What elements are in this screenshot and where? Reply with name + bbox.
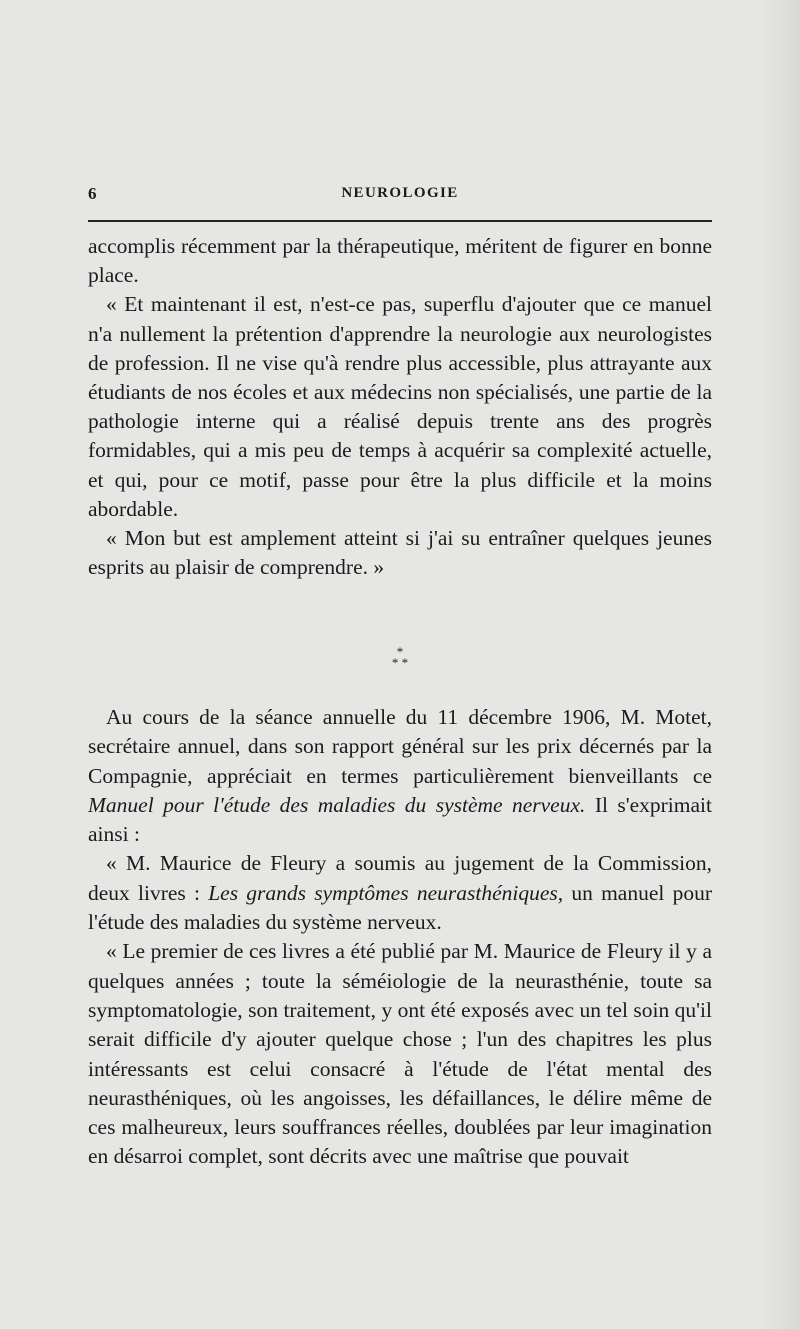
asterism-bottom: * * [391, 655, 409, 670]
text-block-lower [88, 703, 712, 1172]
paragraph-fleury [88, 849, 712, 937]
asterism-separator [368, 646, 432, 668]
paragraph-premier-livre: « Le premier de ces livres a été publié par M. Maurice de Fleury il y a quelques années ; toute la séméiologie de la neurasthénie, toute sa symptomatologie, son traitement, y ont été exposés avec un tel soin qu'il serait difficile d'y ajouter quelque chose ; l'un des chapitres les plus intéressants est celui consacré à l'étude de l'état mental des neurasthéniques, où les angoisses, les défaillances, le délire même de ces malheureux, leurs souffrances réelles, doublées par leur imagination en désarroi complet, sont décrits avec une maîtrise que pouvait [88, 939, 712, 1169]
text-block-upper [88, 232, 712, 582]
paragraph-seance-end: Il s'exprimait ainsi : [88, 792, 712, 847]
paragraph-seance-italic: Manuel pour l'étude des maladies du système nerveux. [88, 792, 586, 817]
paragraph-continuation: accomplis récemment par la thérapeutique, méritent de figurer en bonne place. [88, 234, 712, 288]
paragraph-quote-2: « Mon but est amplement atteint si j'ai su entraîner quelques jeunes esprits au plaisir de comprendre. » [88, 526, 712, 580]
asterism-top: * [396, 644, 404, 659]
page-edge-shadow [760, 0, 800, 1329]
paragraph-seance-text: Au cours de la séance annuelle du 11 décembre 1906, M. Motet, secrétaire annuel, dans son rapport général sur les prix décernés par la Compagnie, appréciait en termes particulièrement bienveillants ce [88, 705, 712, 788]
paragraph-fleury-text: « M. Maurice de Fleury a soumis au jugement de la Commission, deux livres : [88, 851, 712, 905]
running-title: NEUROLOGIE [341, 185, 459, 201]
paragraph-fleury-italic: Les grands symptômes neurasthéniques, [208, 880, 564, 905]
running-head [88, 184, 712, 208]
paragraph-seance [88, 703, 712, 849]
header-rule [88, 220, 712, 222]
paragraph-quote-1: « Et maintenant il est, n'est-ce pas, superflu d'ajouter que ce manuel n'a nullement la prétention d'apprendre la neurologie aux neurologistes de profession. Il ne vise qu'à rendre plus accessible, plus attrayante aux étudiants de nos écoles et aux médecins non spécialisés, une partie de la pathologie interne qui a réalisé depuis trente ans des progrès formidables, qui a mis peu de temps à acquérir sa complexité actuelle, et qui, pour ce motif, passe pour être la plus difficile et la moins abordable. [88, 292, 712, 521]
page-number: 6 [88, 184, 97, 203]
paragraph-fleury-end: un manuel pour l'étude des maladies du système nerveux. [88, 880, 712, 935]
